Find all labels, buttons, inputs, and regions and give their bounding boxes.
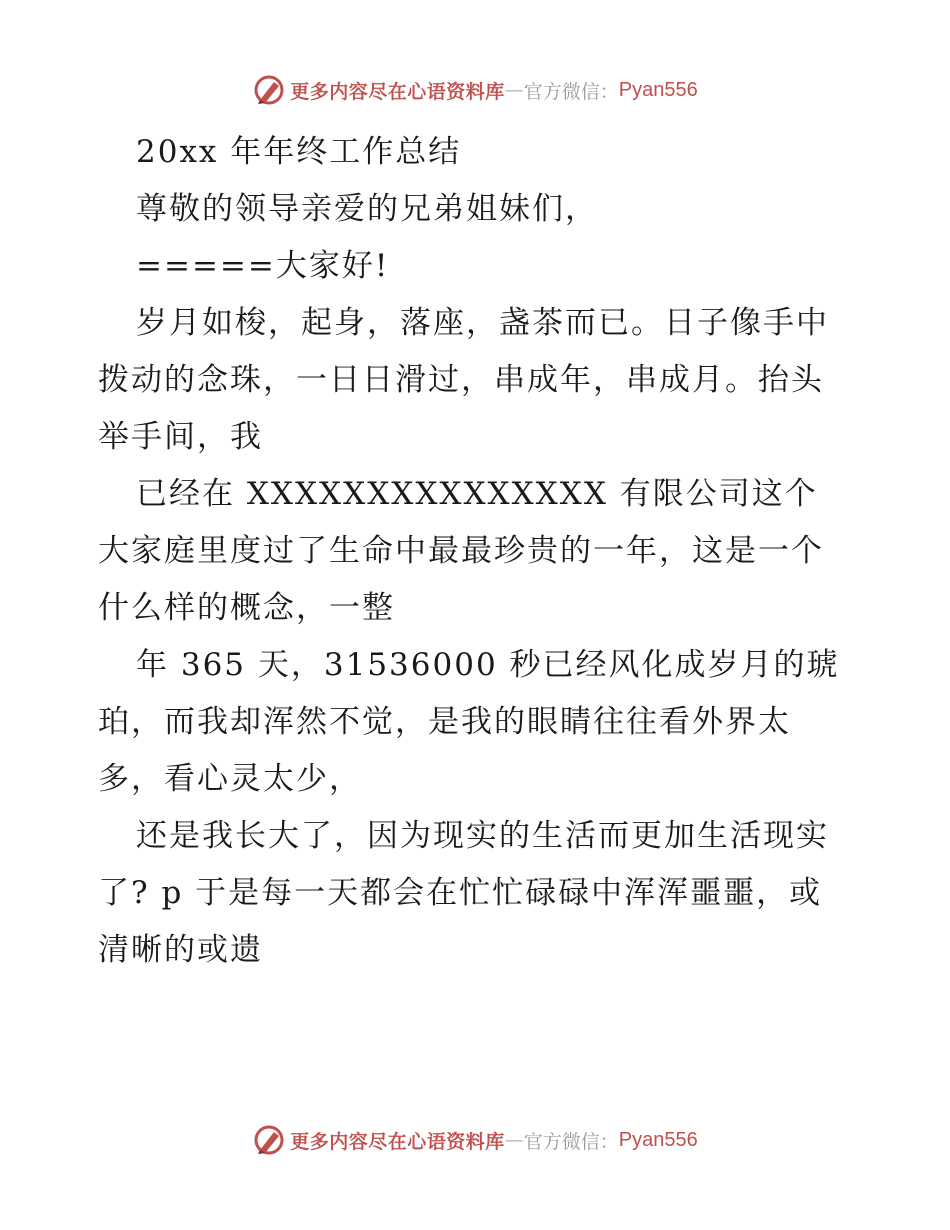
footer-banner — [0, 1120, 950, 1160]
document-body — [98, 124, 850, 979]
pen-logo-icon — [252, 73, 286, 107]
banner-wechat-id: Pyan556 — [618, 1128, 698, 1151]
paragraph-2: 已经在 XXXXXXXXXXXXXXX 有限公司这个大家庭里度过了生命中最最珍贵的一年，这是一个什么样的概念，一整 — [98, 476, 824, 626]
paragraph-3: 年 365 天，31536000 秒已经风化成岁月的琥珀，而我却浑然不觉，是我的眼睛往往看外界太多，看心灵太少， — [98, 647, 840, 797]
banner-label: 官方微信： — [523, 80, 619, 103]
paragraph-4: 还是我长大了，因为现实的生活而更加生活现实了? p 于是每一天都会在忙忙碌碌中浑浑噩噩，或清晰的或遗 — [98, 818, 829, 968]
header-banner — [0, 70, 950, 110]
document-title: 20xx 年年终工作总结 — [136, 134, 462, 170]
banner-text: 更多内容尽在心语资料库 — [290, 1130, 505, 1153]
banner-text: 更多内容尽在心语资料库 — [290, 80, 505, 103]
banner-separator: — — [504, 79, 524, 101]
pen-logo-icon — [252, 1123, 286, 1157]
greeting-line: 尊敬的领导亲爱的兄弟姐妹们， — [136, 191, 598, 227]
hello-line: =====大家好! — [136, 248, 390, 284]
banner-wechat-id: Pyan556 — [618, 78, 698, 101]
banner-label: 官方微信： — [523, 1130, 619, 1153]
paragraph-1: 岁月如梭，起身，落座，盏茶而已。日子像手中拨动的念珠，一日日滑过，串成年，串成月。抬头举手间，我 — [98, 305, 829, 455]
banner-separator: — — [504, 1129, 524, 1151]
